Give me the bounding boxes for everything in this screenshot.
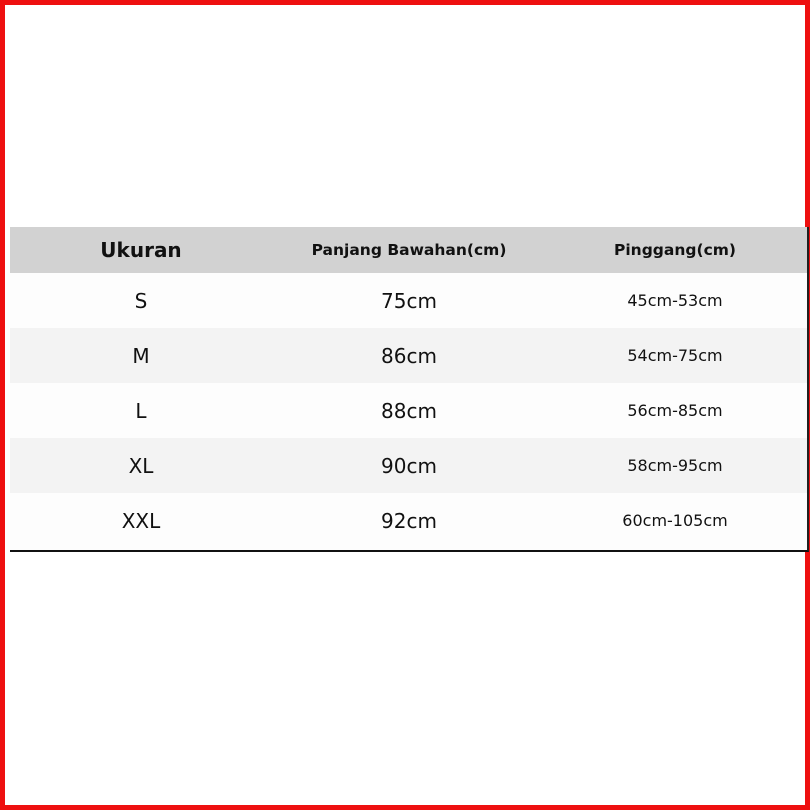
length-cell: 88cm xyxy=(381,398,437,423)
table-row xyxy=(10,328,807,383)
length-cell: 90cm xyxy=(381,453,437,478)
length-cell: 75cm xyxy=(381,288,437,313)
table-row xyxy=(10,273,807,328)
size-cell: L xyxy=(135,398,147,423)
header-length: Panjang Bawahan(cm) xyxy=(311,241,507,259)
header-waist: Pinggang(cm) xyxy=(614,241,736,259)
waist-cell: 45cm-53cm xyxy=(627,291,723,310)
size-chart-table xyxy=(10,227,809,552)
table-row xyxy=(10,383,807,438)
size-cell: XL xyxy=(128,453,154,478)
waist-cell: 58cm-95cm xyxy=(627,456,723,475)
size-cell: M xyxy=(132,343,150,368)
table-row xyxy=(10,438,807,493)
table-header-row xyxy=(10,227,807,273)
header-size: Ukuran xyxy=(100,238,182,262)
waist-cell: 56cm-85cm xyxy=(627,401,723,420)
table-row xyxy=(10,493,807,548)
waist-cell: 60cm-105cm xyxy=(622,511,728,530)
waist-cell: 54cm-75cm xyxy=(627,346,723,365)
size-cell: XXL xyxy=(121,508,161,533)
length-cell: 86cm xyxy=(381,343,437,368)
size-cell: S xyxy=(134,288,148,313)
length-cell: 92cm xyxy=(381,508,437,533)
